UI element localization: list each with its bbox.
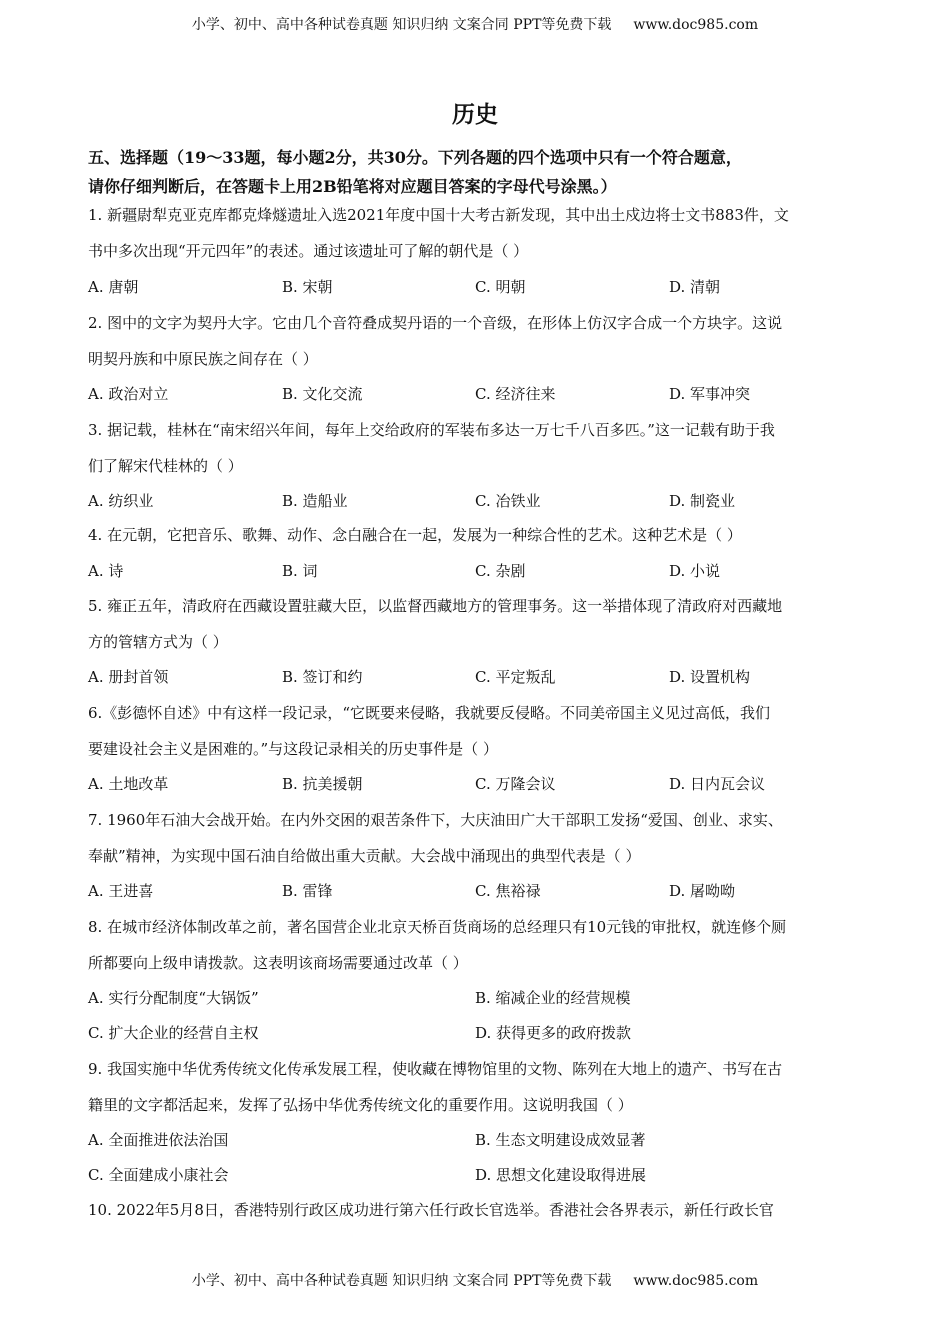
- q5-option-d: D. 设置机构: [669, 668, 751, 686]
- q7-option-c: C. 焦裕禄: [475, 882, 541, 900]
- section-instruction-line1: 五、选择题（19～33题，每小题2分，共30分。下列各题的四个选项中只有一个符合题意，: [88, 148, 742, 167]
- q9-option-c: C. 全面建成小康社会: [88, 1166, 229, 1184]
- footer-url[interactable]: www.doc985.com: [633, 1273, 759, 1289]
- question-5-line1: 5. 雍正五年，清政府在西藏设置驻藏大臣，以监督西藏地方的管理事务。这一举措体现了清政府对西藏地: [88, 597, 783, 615]
- q3-option-d: D. 制瓷业: [669, 492, 736, 510]
- question-7-line2: 奉献”精神，为实现中国石油自给做出重大贡献。大会战中涌现出的典型代表是（ ）: [88, 847, 641, 865]
- q2-option-d: D. 军事冲突: [669, 385, 751, 403]
- question-5-line2: 方的管辖方式为（ ）: [88, 633, 228, 651]
- question-4-line1: 4. 在元朝，它把音乐、歌舞、动作、念白融合在一起，发展为一种综合性的艺术。这种艺术是（ ）: [88, 526, 742, 544]
- page-header: [0, 14, 950, 34]
- question-7-line1: 7. 1960年石油大会战开始。在内外交困的艰苦条件下，大庆油田广大干部职工发扬“爱国、创业、求实、: [88, 811, 783, 829]
- page-footer: [0, 1270, 950, 1290]
- q4-option-b: B. 词: [282, 562, 318, 580]
- q3-option-c: C. 冶铁业: [475, 492, 541, 510]
- header-url[interactable]: www.doc985.com: [633, 17, 759, 33]
- question-10-line1: 10. 2022年5月8日，香港特别行政区成功进行第六任行政长官选举。香港社会各界表示，新任行政长官: [88, 1201, 774, 1219]
- header-text: 小学、初中、高中各种试卷真题 知识归纳 文案合同 PPT等免费下载: [191, 17, 612, 33]
- q4-option-a: A. 诗: [88, 562, 124, 580]
- q2-option-a: A. 政治对立: [88, 385, 169, 403]
- question-1-line2: 书中多次出现“开元四年”的表述。通过该遗址可了解的朝代是（ ）: [88, 242, 529, 260]
- question-2-line1: 2. 图中的文字为契丹大字。它由几个音符叠成契丹语的一个音级，在形体上仿汉字合成一个方块字。这说: [88, 314, 783, 332]
- page-title: 历史: [452, 101, 498, 128]
- q4-option-d: D. 小说: [669, 562, 721, 580]
- q5-option-c: C. 平定叛乱: [475, 668, 556, 686]
- q1-option-b: B. 宋朝: [282, 278, 333, 296]
- q9-option-a: A. 全面推进依法治国: [88, 1131, 229, 1149]
- question-9-line2: 籍里的文字都活起来，发挥了弘扬中华优秀传统文化的重要作用。这说明我国（ ）: [88, 1096, 633, 1114]
- q4-option-c: C. 杂剧: [475, 562, 526, 580]
- q7-option-b: B. 雷锋: [282, 882, 333, 900]
- question-6-line1: 6.《彭德怀自述》中有这样一段记录，“它既要来侵略，我就要反侵略。不同美帝国主义见过高低，我们: [88, 704, 770, 722]
- footer-text: 小学、初中、高中各种试卷真题 知识归纳 文案合同 PPT等免费下载: [191, 1273, 612, 1289]
- q8-option-b: B. 缩减企业的经营规模: [475, 989, 631, 1007]
- q1-option-c: C. 明朝: [475, 278, 526, 296]
- question-2-line2: 明契丹族和中原民族之间存在（ ）: [88, 350, 318, 368]
- q8-option-d: D. 获得更多的政府拨款: [475, 1024, 632, 1042]
- q2-option-c: C. 经济往来: [475, 385, 556, 403]
- q2-option-b: B. 文化交流: [282, 385, 363, 403]
- q1-option-a: A. 唐朝: [88, 278, 139, 296]
- question-9-line1: 9. 我国实施中华优秀传统文化传承发展工程，使收藏在博物馆里的文物、陈列在大地上的遗产、书写在古: [88, 1060, 783, 1078]
- q7-option-d: D. 屠呦呦: [669, 882, 736, 900]
- q5-option-b: B. 签订和约: [282, 668, 363, 686]
- q9-option-d: D. 思想文化建设取得进展: [475, 1166, 647, 1184]
- question-8-line2: 所都要向上级申请拨款。这表明该商场需要通过改革（ ）: [88, 954, 468, 972]
- q3-option-b: B. 造船业: [282, 492, 348, 510]
- q8-option-a: A. 实行分配制度“大锅饭”: [88, 989, 259, 1007]
- question-3-line1: 3. 据记载，桂林在“南宋绍兴年间，每年上交给政府的军装布多达一万七千八百多匹。”这一记载有助于我: [88, 421, 775, 439]
- q6-option-a: A. 土地改革: [88, 775, 169, 793]
- question-8-line1: 8. 在城市经济体制改革之前，著名国营企业北京天桥百货商场的总经理只有10元钱的审批权，就连修个厕: [88, 918, 787, 936]
- q1-option-d: D. 清朝: [669, 278, 721, 296]
- q5-option-a: A. 册封首领: [88, 668, 169, 686]
- q6-option-c: C. 万隆会议: [475, 775, 556, 793]
- q6-option-d: D. 日内瓦会议: [669, 775, 766, 793]
- section-instruction-line2: 请你仔细判断后，在答题卡上用2B铅笔将对应题目答案的字母代号涂黑。）: [88, 177, 617, 196]
- question-3-line2: 们了解宋代桂林的（ ）: [88, 457, 243, 475]
- q7-option-a: A. 王进喜: [88, 882, 154, 900]
- q3-option-a: A. 纺织业: [88, 492, 154, 510]
- question-6-line2: 要建设社会主义是困难的。”与这段记录相关的历史事件是（ ）: [88, 740, 498, 758]
- question-1-line1: 1. 新疆尉犁克亚克库都克烽燧遗址入选2021年度中国十大考古新发现，其中出土戍边将士文书883件，文: [88, 206, 789, 224]
- q8-option-c: C. 扩大企业的经营自主权: [88, 1024, 259, 1042]
- q9-option-b: B. 生态文明建设成效显著: [475, 1131, 646, 1149]
- q6-option-b: B. 抗美援朝: [282, 775, 363, 793]
